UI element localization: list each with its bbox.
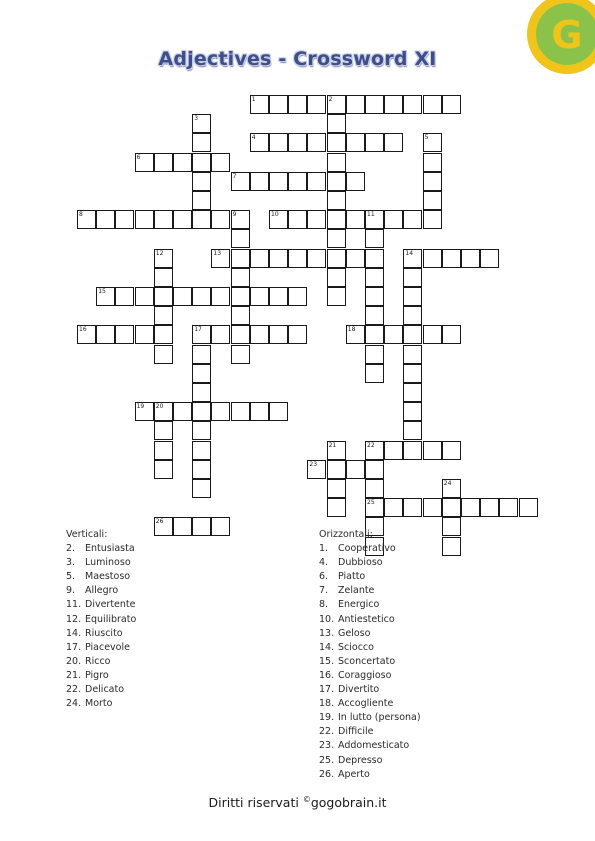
clue-item bbox=[66, 542, 286, 556]
clue-number: 10 bbox=[271, 211, 279, 219]
crossword-cell[interactable] bbox=[423, 133, 442, 152]
crossword-cell[interactable] bbox=[154, 210, 173, 229]
clue-number: 20 bbox=[155, 403, 164, 411]
page-title: Adjectives - Crossword XI bbox=[158, 48, 437, 70]
clue-item-text: Difficile bbox=[338, 726, 374, 738]
clue-item-number: 2. bbox=[66, 543, 76, 555]
clue-item-text: Sciocco bbox=[338, 641, 374, 653]
clue-item-text: Sconcertato bbox=[338, 655, 396, 667]
crossword-cell[interactable] bbox=[346, 249, 365, 268]
clue-item-number: 9. bbox=[66, 585, 76, 597]
clue-item-number: 8. bbox=[319, 599, 329, 611]
crossword-cell[interactable] bbox=[365, 345, 384, 364]
crossword-cell[interactable] bbox=[154, 153, 173, 172]
crossword-cell[interactable] bbox=[327, 249, 346, 268]
horizontal-clues bbox=[319, 528, 539, 782]
crossword-cell[interactable] bbox=[192, 364, 211, 383]
crossword-cell[interactable] bbox=[154, 268, 173, 287]
clue-item bbox=[319, 542, 539, 556]
clue-item-text: Dubbioso bbox=[338, 557, 383, 569]
crossword-cell[interactable] bbox=[192, 325, 211, 344]
clue-item-number: 12. bbox=[66, 613, 82, 625]
crossword-cell[interactable] bbox=[115, 325, 134, 344]
crossword-cell[interactable] bbox=[250, 172, 269, 191]
clue-item-number: 11. bbox=[66, 599, 82, 611]
clue-item bbox=[319, 570, 539, 584]
clue-item-number: 24. bbox=[66, 698, 82, 710]
clue-number: 4 bbox=[251, 134, 256, 142]
crossword-cell[interactable] bbox=[346, 95, 365, 114]
vertical-clues-heading: Verticali: bbox=[66, 529, 108, 540]
crossword-cell[interactable] bbox=[192, 345, 211, 364]
crossword-cell[interactable] bbox=[192, 191, 211, 210]
clue-number: 3 bbox=[194, 115, 199, 123]
crossword-cell[interactable] bbox=[288, 133, 307, 152]
clue-item bbox=[319, 697, 539, 711]
crossword-cell[interactable] bbox=[77, 210, 96, 229]
footer-site[interactable]: gogobrain.it bbox=[310, 795, 387, 811]
crossword-cell[interactable] bbox=[346, 325, 365, 344]
crossword-cell[interactable] bbox=[403, 364, 422, 383]
crossword-cell[interactable] bbox=[327, 95, 346, 114]
crossword-cell[interactable] bbox=[327, 287, 346, 306]
crossword-cell[interactable] bbox=[288, 249, 307, 268]
clue-item-text: Delicato bbox=[85, 684, 125, 696]
crossword-cell[interactable] bbox=[288, 210, 307, 229]
crossword-cell[interactable] bbox=[307, 172, 326, 191]
clue-item bbox=[66, 641, 286, 655]
crossword-cell[interactable] bbox=[403, 498, 422, 517]
crossword-cell[interactable] bbox=[192, 287, 211, 306]
clue-item bbox=[319, 768, 539, 782]
crossword-cell[interactable] bbox=[269, 249, 288, 268]
crossword-cell[interactable] bbox=[346, 210, 365, 229]
crossword-cell[interactable] bbox=[365, 133, 384, 152]
crossword-cell[interactable] bbox=[192, 172, 211, 191]
crossword-cell[interactable] bbox=[365, 210, 384, 229]
crossword-cell[interactable] bbox=[461, 249, 480, 268]
crossword-cell[interactable] bbox=[384, 95, 403, 114]
crossword-cell[interactable] bbox=[403, 210, 422, 229]
crossword-cell[interactable] bbox=[384, 498, 403, 517]
crossword-cell[interactable] bbox=[327, 114, 346, 133]
crossword-cell[interactable] bbox=[115, 210, 134, 229]
clue-number: 6 bbox=[136, 153, 141, 161]
clue-item-text: Geloso bbox=[338, 627, 371, 639]
crossword-cell[interactable] bbox=[346, 133, 365, 152]
crossword-cell[interactable] bbox=[403, 249, 422, 268]
clue-item-text: Divertito bbox=[338, 684, 380, 696]
clue-number: 26 bbox=[155, 518, 164, 526]
clue-item bbox=[319, 669, 539, 683]
clue-number: 1 bbox=[251, 96, 256, 103]
crossword-cell[interactable] bbox=[192, 460, 211, 479]
crossword-cell[interactable] bbox=[211, 210, 230, 229]
crossword-cell[interactable] bbox=[250, 287, 269, 306]
clue-item-text: Riuscito bbox=[85, 627, 123, 639]
clue-item bbox=[66, 655, 286, 669]
crossword-cell[interactable] bbox=[154, 249, 173, 268]
clue-item bbox=[66, 570, 286, 584]
crossword-cell[interactable] bbox=[327, 498, 346, 517]
clue-item bbox=[66, 613, 286, 627]
crossword-cell[interactable] bbox=[231, 325, 250, 344]
crossword-cell[interactable] bbox=[346, 460, 365, 479]
crossword-cell[interactable] bbox=[211, 287, 230, 306]
crossword-cell[interactable] bbox=[250, 325, 269, 344]
crossword-cell[interactable] bbox=[307, 95, 326, 114]
clue-item-text: Zelante bbox=[338, 585, 375, 597]
crossword-cell[interactable] bbox=[269, 325, 288, 344]
clue-number: 24 bbox=[443, 480, 452, 487]
clue-item bbox=[66, 627, 286, 641]
crossword-cell[interactable] bbox=[442, 441, 461, 460]
crossword-cell[interactable] bbox=[365, 229, 384, 248]
clue-number: 22 bbox=[367, 441, 375, 449]
clue-item bbox=[66, 697, 286, 711]
clue-number: 12 bbox=[155, 249, 164, 257]
clue-item-text: Pigro bbox=[85, 669, 109, 681]
clue-item-text: Energico bbox=[338, 599, 380, 611]
crossword-cell[interactable] bbox=[96, 210, 115, 229]
crossword-cell[interactable] bbox=[403, 306, 422, 325]
clue-item bbox=[319, 641, 539, 655]
crossword-cell[interactable] bbox=[231, 287, 250, 306]
crossword-cell[interactable] bbox=[154, 306, 173, 325]
crossword-cell[interactable] bbox=[423, 498, 442, 517]
clue-item bbox=[319, 627, 539, 641]
clue-item-number: 10. bbox=[319, 613, 335, 625]
clue-item bbox=[319, 711, 539, 725]
crossword-cell[interactable] bbox=[403, 268, 422, 287]
clue-item bbox=[319, 739, 539, 753]
clue-item bbox=[319, 725, 539, 739]
crossword-cell[interactable] bbox=[403, 287, 422, 306]
clue-item-text: Piatto bbox=[338, 571, 366, 583]
crossword-cell[interactable] bbox=[173, 287, 192, 306]
clue-item-text: Entusiasta bbox=[85, 543, 135, 555]
clue-item-number: 1. bbox=[319, 543, 329, 555]
crossword-cell[interactable] bbox=[173, 210, 192, 229]
clue-item-text: In lutto (persona) bbox=[338, 712, 421, 724]
footer bbox=[0, 795, 595, 810]
clue-item-number: 19. bbox=[319, 712, 335, 724]
crossword-cell[interactable] bbox=[327, 210, 346, 229]
crossword-cell[interactable] bbox=[499, 498, 518, 517]
crossword-cell[interactable] bbox=[192, 479, 211, 498]
clue-item-text: Accogliente bbox=[338, 698, 394, 710]
crossword-cell[interactable] bbox=[154, 460, 173, 479]
crossword-cell[interactable] bbox=[269, 133, 288, 152]
crossword-cell[interactable] bbox=[423, 249, 442, 268]
crossword-cell[interactable] bbox=[307, 460, 326, 479]
crossword-cell[interactable] bbox=[288, 287, 307, 306]
crossword-cell[interactable] bbox=[154, 287, 173, 306]
clue-number: 11 bbox=[367, 211, 375, 219]
clue-item bbox=[319, 754, 539, 768]
crossword-cell[interactable] bbox=[269, 402, 288, 421]
clue-item-text: Antiestetico bbox=[338, 613, 395, 625]
crossword-cell[interactable] bbox=[423, 172, 442, 191]
clue-item-number: 16. bbox=[319, 669, 335, 681]
crossword-cell[interactable] bbox=[307, 249, 326, 268]
crossword-cell[interactable] bbox=[442, 95, 461, 114]
clue-number: 13 bbox=[213, 249, 222, 257]
crossword-cell[interactable] bbox=[423, 191, 442, 210]
clue-item-number: 3. bbox=[66, 557, 76, 569]
crossword-cell[interactable] bbox=[192, 153, 211, 172]
crossword-cell[interactable] bbox=[231, 229, 250, 248]
crossword-cell[interactable] bbox=[327, 133, 346, 152]
clue-item-number: 18. bbox=[319, 698, 335, 710]
crossword-cell[interactable] bbox=[327, 191, 346, 210]
footer-text: Diritti riservati bbox=[208, 795, 303, 811]
crossword-cell[interactable] bbox=[365, 325, 384, 344]
clue-item bbox=[319, 556, 539, 570]
crossword-cell[interactable] bbox=[480, 249, 499, 268]
clue-item-number: 20. bbox=[66, 655, 82, 667]
crossword-cell[interactable] bbox=[365, 441, 384, 460]
crossword-cell[interactable] bbox=[327, 153, 346, 172]
crossword-cell[interactable] bbox=[192, 133, 211, 152]
crossword-cell[interactable] bbox=[442, 249, 461, 268]
clue-item-number: 13. bbox=[319, 627, 335, 639]
crossword-cell[interactable] bbox=[269, 287, 288, 306]
crossword-cell[interactable] bbox=[250, 95, 269, 114]
clue-item-number: 23. bbox=[319, 740, 335, 752]
crossword-cell[interactable] bbox=[269, 172, 288, 191]
crossword-cell[interactable] bbox=[442, 325, 461, 344]
clue-item-number: 17. bbox=[319, 684, 335, 696]
clue-item-number: 26. bbox=[319, 768, 335, 780]
clue-item-text: Allegro bbox=[85, 585, 119, 597]
clue-number: 18 bbox=[347, 326, 356, 334]
clue-item bbox=[66, 683, 286, 697]
crossword-cell[interactable] bbox=[346, 172, 365, 191]
crossword-cell[interactable] bbox=[365, 498, 384, 517]
crossword-cell[interactable] bbox=[154, 402, 173, 421]
crossword-cell[interactable] bbox=[211, 402, 230, 421]
crossword-cell[interactable] bbox=[211, 153, 230, 172]
crossword-cell[interactable] bbox=[231, 268, 250, 287]
clue-item-number: 17. bbox=[66, 641, 82, 653]
clue-item-text: Luminoso bbox=[85, 557, 131, 569]
crossword-cell[interactable] bbox=[403, 345, 422, 364]
clue-item bbox=[319, 598, 539, 612]
crossword-cell[interactable] bbox=[288, 325, 307, 344]
clue-item-number: 5. bbox=[66, 571, 76, 583]
crossword-cell[interactable] bbox=[96, 325, 115, 344]
clue-item bbox=[319, 613, 539, 627]
crossword-cell[interactable] bbox=[135, 153, 154, 172]
clue-item-text: Aperto bbox=[338, 768, 370, 780]
crossword-cell[interactable] bbox=[384, 133, 403, 152]
clue-number: 16 bbox=[79, 326, 87, 334]
crossword-cell[interactable] bbox=[461, 498, 480, 517]
clue-item-text: Equilibrato bbox=[85, 613, 137, 625]
crossword-cell[interactable] bbox=[77, 325, 96, 344]
clue-item bbox=[66, 598, 286, 612]
crossword-cell[interactable] bbox=[211, 249, 230, 268]
crossword-cell[interactable] bbox=[403, 441, 422, 460]
crossword-cell[interactable] bbox=[480, 498, 499, 517]
crossword-cell[interactable] bbox=[365, 364, 384, 383]
clue-item-number: 21. bbox=[66, 669, 82, 681]
clue-number: 2 bbox=[328, 96, 333, 103]
crossword-cell[interactable] bbox=[231, 249, 250, 268]
crossword-cell[interactable] bbox=[173, 402, 192, 421]
clue-number: 14 bbox=[405, 249, 414, 257]
crossword-cell[interactable] bbox=[327, 229, 346, 248]
clue-item-number: 7. bbox=[319, 585, 329, 597]
crossword-cell[interactable] bbox=[211, 325, 230, 344]
clue-number: 21 bbox=[328, 441, 337, 449]
clue-number: 23 bbox=[309, 460, 318, 468]
clue-item bbox=[319, 584, 539, 598]
crossword-cell[interactable] bbox=[269, 95, 288, 114]
clue-item-number: 6. bbox=[319, 571, 329, 583]
crossword-cell[interactable] bbox=[192, 402, 211, 421]
crossword-cell[interactable] bbox=[231, 306, 250, 325]
crossword-cell[interactable] bbox=[403, 383, 422, 402]
crossword-cell[interactable] bbox=[231, 172, 250, 191]
clue-item-text: Coraggioso bbox=[338, 669, 392, 681]
clue-item-text: Morto bbox=[85, 698, 113, 710]
clue-item-text: Addomesticato bbox=[338, 740, 410, 752]
crossword-cell[interactable] bbox=[384, 210, 403, 229]
crossword-cell[interactable] bbox=[423, 153, 442, 172]
clue-item bbox=[66, 556, 286, 570]
clue-number: 5 bbox=[424, 134, 429, 142]
crossword-cell[interactable] bbox=[423, 210, 442, 229]
clue-item-text: Maestoso bbox=[85, 571, 131, 583]
crossword-cell[interactable] bbox=[365, 306, 384, 325]
crossword-cell[interactable] bbox=[327, 460, 346, 479]
crossword-cell[interactable] bbox=[384, 325, 403, 344]
clue-item-text: Divertente bbox=[85, 599, 136, 611]
crossword-cell[interactable] bbox=[423, 95, 442, 114]
clue-number: 25 bbox=[367, 499, 375, 507]
crossword-cell[interactable] bbox=[231, 345, 250, 364]
crossword-cell[interactable] bbox=[231, 402, 250, 421]
crossword-cell[interactable] bbox=[403, 402, 422, 421]
crossword-cell[interactable] bbox=[307, 133, 326, 152]
crossword-cell[interactable] bbox=[365, 95, 384, 114]
crossword-cell[interactable] bbox=[442, 498, 461, 517]
crossword-cell[interactable] bbox=[327, 172, 346, 191]
clue-item-number: 15. bbox=[319, 655, 335, 667]
crossword-cell[interactable] bbox=[192, 421, 211, 440]
crossword-cell[interactable] bbox=[403, 325, 422, 344]
clue-item-text: Depresso bbox=[338, 754, 383, 766]
crossword-cell[interactable] bbox=[365, 268, 384, 287]
clue-number: 8 bbox=[79, 211, 83, 219]
clue-item bbox=[66, 669, 286, 683]
clue-item-number: 22. bbox=[66, 684, 82, 696]
crossword-cell[interactable] bbox=[250, 133, 269, 152]
crossword-cell[interactable] bbox=[423, 325, 442, 344]
clue-number: 19 bbox=[136, 403, 145, 411]
crossword-cell[interactable] bbox=[135, 210, 154, 229]
crossword-cell[interactable] bbox=[250, 249, 269, 268]
crossword-cell[interactable] bbox=[154, 421, 173, 440]
clue-number: 17 bbox=[194, 326, 202, 334]
clue-item-text: Cooperativo bbox=[338, 543, 396, 555]
crossword-cell[interactable] bbox=[327, 479, 346, 498]
crossword-cell[interactable] bbox=[154, 345, 173, 364]
crossword-cell[interactable] bbox=[327, 441, 346, 460]
crossword-cell[interactable] bbox=[192, 114, 211, 133]
crossword-cell[interactable] bbox=[173, 153, 192, 172]
clue-item bbox=[319, 655, 539, 669]
crossword-cell[interactable] bbox=[365, 460, 384, 479]
vertical-clues bbox=[66, 528, 286, 711]
crossword-cell[interactable] bbox=[250, 402, 269, 421]
crossword-cell[interactable] bbox=[135, 325, 154, 344]
crossword-cell[interactable] bbox=[365, 479, 384, 498]
clue-item-number: 14. bbox=[66, 627, 82, 639]
crossword-cell[interactable] bbox=[96, 287, 115, 306]
crossword-cell[interactable] bbox=[307, 210, 326, 229]
clue-item-text: Piacevole bbox=[85, 641, 130, 653]
crossword-cell[interactable] bbox=[192, 383, 211, 402]
crossword-cell[interactable] bbox=[115, 287, 134, 306]
crossword-cell[interactable] bbox=[519, 498, 538, 517]
crossword-cell[interactable] bbox=[384, 441, 403, 460]
crossword-cell[interactable] bbox=[442, 479, 461, 498]
crossword-cell[interactable] bbox=[231, 210, 250, 229]
clue-item bbox=[66, 584, 286, 598]
clue-number: 15 bbox=[98, 288, 106, 295]
clue-number: 9 bbox=[232, 211, 237, 219]
crossword-cell[interactable] bbox=[403, 421, 422, 440]
clue-number: 7 bbox=[232, 172, 237, 180]
crossword-cell[interactable] bbox=[327, 268, 346, 287]
crossword-cell[interactable] bbox=[154, 325, 173, 344]
crossword-cell[interactable] bbox=[135, 402, 154, 421]
crossword-cell[interactable] bbox=[288, 95, 307, 114]
clue-item-number: 4. bbox=[319, 557, 329, 569]
crossword-cell[interactable] bbox=[365, 287, 384, 306]
crossword-cell[interactable] bbox=[269, 210, 288, 229]
crossword-cell[interactable] bbox=[423, 441, 442, 460]
crossword-cell[interactable] bbox=[135, 287, 154, 306]
clue-item-number: 22. bbox=[319, 726, 335, 738]
clue-item-text: Ricco bbox=[85, 655, 111, 667]
clue-item bbox=[319, 683, 539, 697]
logo-letter: G bbox=[551, 13, 583, 57]
clue-item-number: 14. bbox=[319, 641, 335, 653]
copyright-symbol: © bbox=[302, 795, 311, 804]
crossword-cell[interactable] bbox=[192, 210, 211, 229]
crossword-cell[interactable] bbox=[154, 441, 173, 460]
horizontal-clues-heading: Orizzontali: bbox=[319, 529, 373, 540]
crossword-cell[interactable] bbox=[192, 441, 211, 460]
crossword-cell[interactable] bbox=[365, 249, 384, 268]
crossword-cell[interactable] bbox=[403, 95, 422, 114]
clue-item-number: 25. bbox=[319, 754, 335, 766]
crossword-cell[interactable] bbox=[288, 172, 307, 191]
